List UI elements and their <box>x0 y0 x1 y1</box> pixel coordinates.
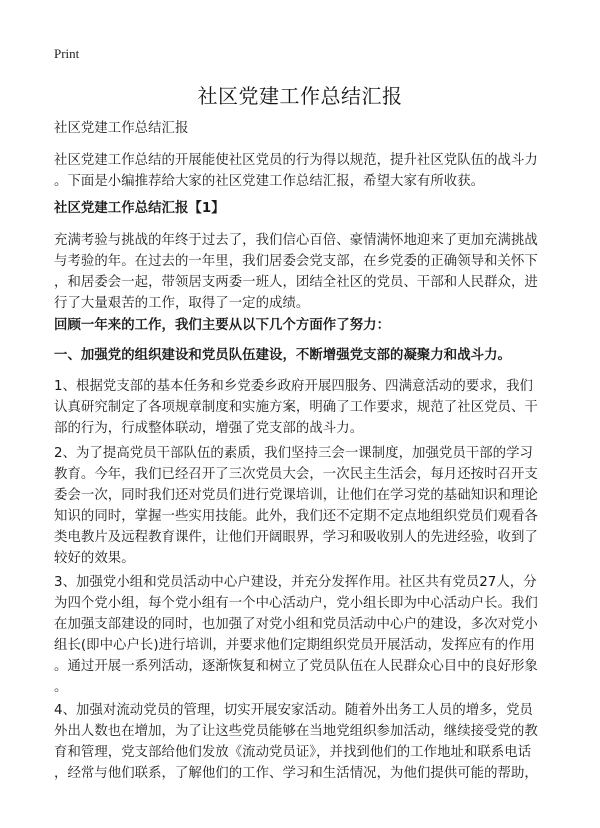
intro-paragraph <box>54 150 538 192</box>
item-2-paragraph <box>54 443 538 569</box>
print-label[interactable]: Print <box>54 46 80 61</box>
text-line: 。通过开展一系列活动，逐渐恢复和树立了党员队伍在人民群众心目中的良好形象 <box>54 659 538 674</box>
text-line: 较好的效果。 <box>54 551 135 566</box>
document-subtitle <box>54 118 188 139</box>
text-line: 认真研究制定了各项规章制度和实施方案，明确了工作要求，规范了社区党员、干 <box>54 400 538 415</box>
text-line: ，和居委会一起，带领居支两委一班人，团结全社区的党员、干部和人民群众，进 <box>54 275 538 290</box>
text-line: 教育。今年，我们已经召开了三次党员大会，一次民主生活会，每月还按时召开支 <box>54 467 538 482</box>
text-line: 行了大量艰苦的工作，取得了一定的成绩。 <box>54 296 310 311</box>
text-line: 2、为了提高党员干部队伍的素质，我们坚持三会一课制度，加强党员干部的学习 <box>54 446 533 461</box>
text-line: 在加强支部建设的同时，也加强了对党小组和党员活动中心户的建设，多次对党小 <box>54 617 538 632</box>
part-one-heading-text: 一、加强党的组织建设和党员队伍建设，不断增强党支部的凝聚力和战斗力。 <box>54 348 511 363</box>
subtitle-text: 社区党建工作总结汇报 <box>54 121 189 136</box>
text-line: 社区党建工作总结的开展能使社区党员的行为得以规范，提升社区党队伍的战斗力 <box>54 153 538 168</box>
section-heading-text: 社区党建工作总结汇报【1】 <box>54 201 225 216</box>
review-heading-text: 回顾一年来的工作，我们主要从以下几个方面作了努力： <box>54 318 391 333</box>
text-line: 为四个党小组，每个党小组有一个中心活动户，党小组长即为中心活动户长。我们 <box>54 596 538 611</box>
text-line: 类电教片及远程教育课件，让他们开阔眼界，学习和吸收别人的先进经验，收到了 <box>54 530 538 545</box>
opening-paragraph <box>54 230 538 314</box>
section-heading <box>54 198 225 219</box>
item-4-paragraph <box>54 700 538 784</box>
part-one-heading <box>54 345 511 366</box>
item-3-paragraph <box>54 572 538 698</box>
text-line: 部的行为，行成整体联动，增强了党支部的战斗力。 <box>54 421 364 436</box>
text-line: 1、根据党支部的基本任务和乡党委乡政府开展四服务、四满意活动的要求，我们 <box>54 379 533 394</box>
text-line: 3、加强党小组和党员活动中心户建设，并充分发挥作用。社区共有党员27人，分 <box>54 575 537 590</box>
item-1-paragraph <box>54 376 538 439</box>
text-line: 外出人数也在增加，为了让这些党员能够在当地党组织参加活动，继续接受党的教 <box>54 724 538 739</box>
text-line: 4、加强对流动党员的管理，切实开展安家活动。随着外出务工人员的增多，党员 <box>54 703 533 718</box>
text-line: 与考验的年。在过去的一年里，我们居委会党支部，在乡党委的正确领导和关怀下 <box>54 254 538 269</box>
text-line: 。下面是小编推荐给大家的社区党建工作总结汇报，希望大家有所收获。 <box>54 174 485 189</box>
text-line: 委会一次，同时我们还对党员们进行党课培训，让他们在学习党的基础知识和理论 <box>54 488 538 503</box>
text-line: ，经常与他们联系，了解他们的工作、学习和生活情况，为他们提供可能的帮助， <box>54 766 538 781</box>
text-line: 组长(即中心户长)进行培训，并要求他们定期组织党员开展活动，发挥应有的作用 <box>54 638 535 653</box>
page-title: 社区党建工作总结汇报 <box>197 84 403 108</box>
text-line: 知识的同时，掌握一些实用技能。此外，我们还不定期不定点地组织党员们观看各 <box>54 509 538 524</box>
text-line: 。 <box>54 680 68 695</box>
review-heading <box>54 315 390 336</box>
text-line: 充满考验与挑战的年终于过去了，我们信心百倍、豪情满怀地迎来了更加充满挑战 <box>54 233 538 248</box>
text-line: 育和管理，党支部给他们发放《流动党员证》，并找到他们的工作地址和联系电话 <box>54 745 532 760</box>
